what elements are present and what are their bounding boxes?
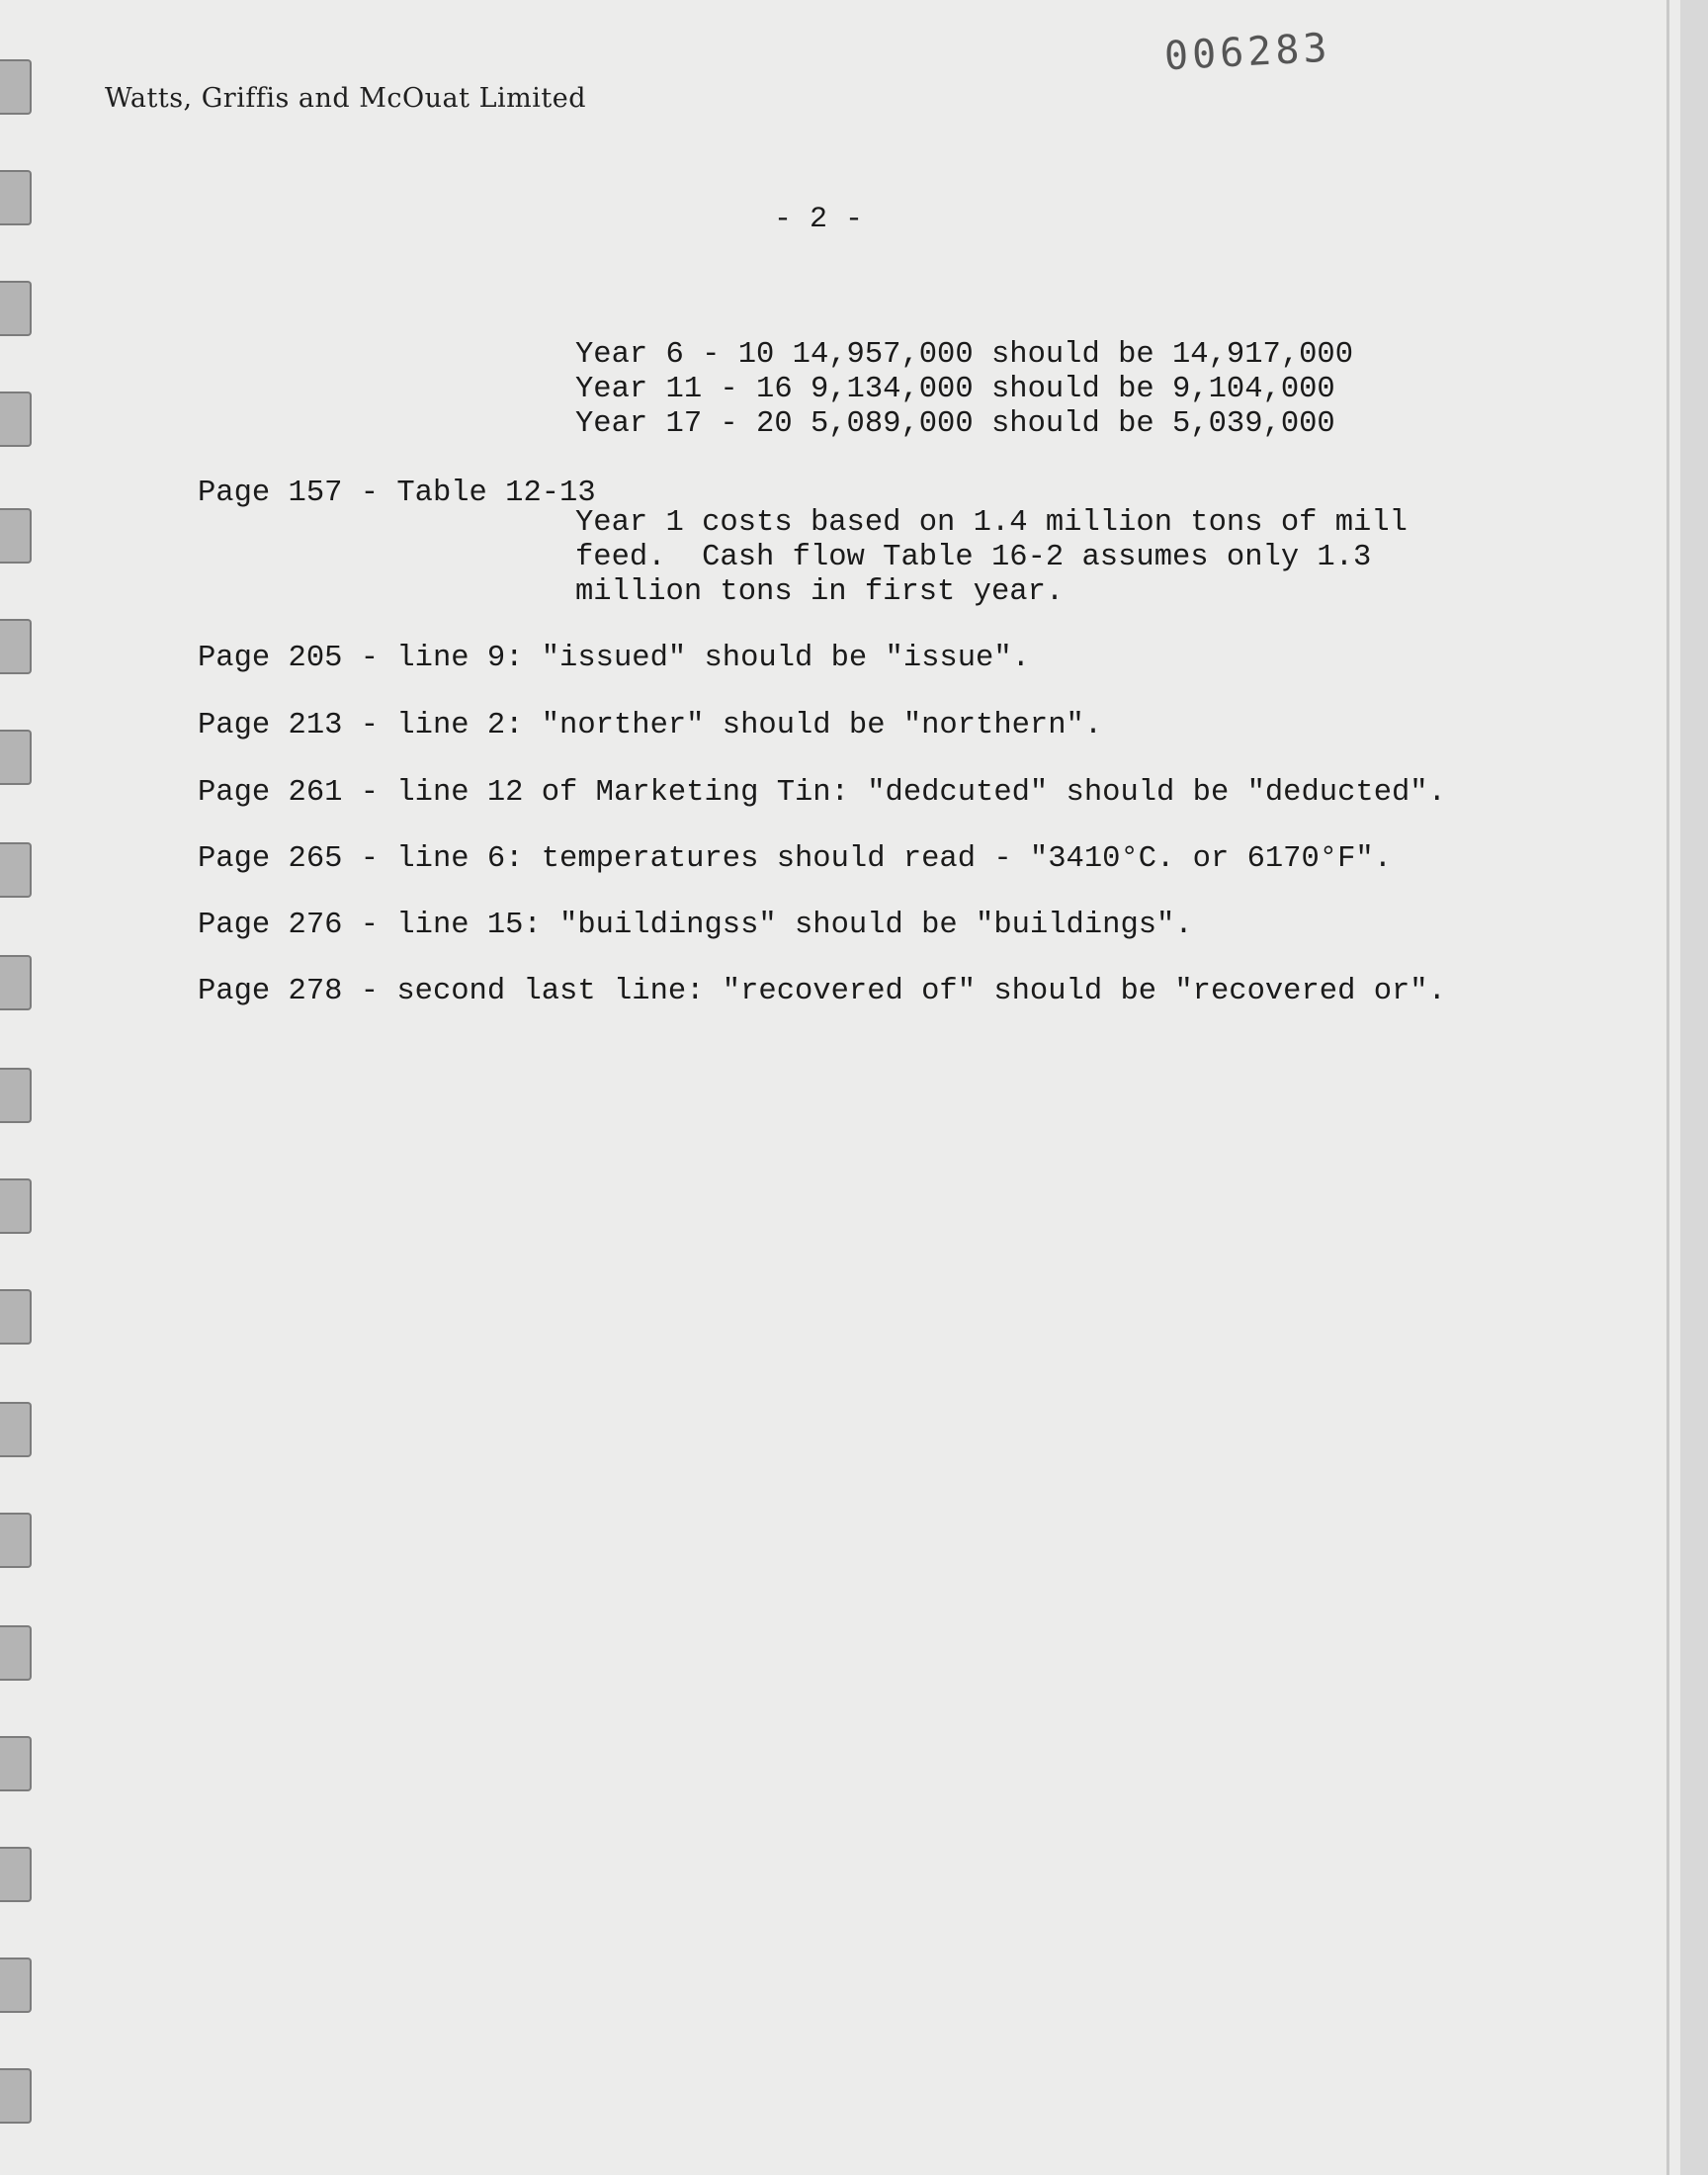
binding-ring xyxy=(0,59,32,115)
table-note-heading: Page 157 - Table 12-13 xyxy=(198,477,596,510)
binding-ring xyxy=(0,619,32,674)
page-number: - 2 - xyxy=(774,203,864,236)
year-correction-line: Year 11 - 16 9,134,000 should be 9,104,000 xyxy=(575,373,1335,406)
binding-ring xyxy=(0,842,32,898)
binding-ring xyxy=(0,2068,32,2124)
binding-ring xyxy=(0,1847,32,1902)
erratum-line: Page 278 - second last line: "recovered of" should be "recovered or". xyxy=(198,975,1446,1008)
binding-ring xyxy=(0,1513,32,1568)
erratum-line: Page 276 - line 15: "buildingss" should be "buildings". xyxy=(198,909,1193,942)
erratum-line: Page 265 - line 6: temperatures should read - "3410°C. or 6170°F". xyxy=(198,842,1392,876)
year-correction-line: Year 17 - 20 5,089,000 should be 5,039,000 xyxy=(575,407,1335,441)
table-note-line: Year 1 costs based on 1.4 million tons of mill xyxy=(575,506,1408,540)
binding-ring xyxy=(0,1068,32,1123)
table-note-line: feed. Cash flow Table 16-2 assumes only 1.3 xyxy=(575,541,1372,574)
binding-ring xyxy=(0,170,32,225)
binding-ring xyxy=(0,1402,32,1457)
binding-ring xyxy=(0,955,32,1010)
erratum-line: Page 205 - line 9: "issued" should be "issue". xyxy=(198,642,1030,675)
table-note-line: million tons in first year. xyxy=(575,575,1065,609)
binding-ring xyxy=(0,392,32,447)
erratum-line: Page 261 - line 12 of Marketing Tin: "dedcuted" should be "deducted". xyxy=(198,776,1446,810)
company-letterhead: Watts, Griffis and McOuat Limited xyxy=(105,83,586,114)
binding-ring xyxy=(0,508,32,564)
year-correction-line: Year 6 - 10 14,957,000 should be 14,917,000 xyxy=(575,338,1354,372)
binding-ring xyxy=(0,1289,32,1345)
spiral-binding xyxy=(0,0,40,2175)
binding-ring xyxy=(0,1958,32,2013)
binding-ring xyxy=(0,1178,32,1234)
binding-ring xyxy=(0,1625,32,1681)
document-number-stamp: 006283 xyxy=(1162,25,1332,80)
binding-ring xyxy=(0,730,32,785)
binding-ring xyxy=(0,281,32,336)
page-edge xyxy=(1666,0,1669,2175)
binding-ring xyxy=(0,1736,32,1791)
erratum-line: Page 213 - line 2: "norther" should be "northern". xyxy=(198,709,1103,742)
